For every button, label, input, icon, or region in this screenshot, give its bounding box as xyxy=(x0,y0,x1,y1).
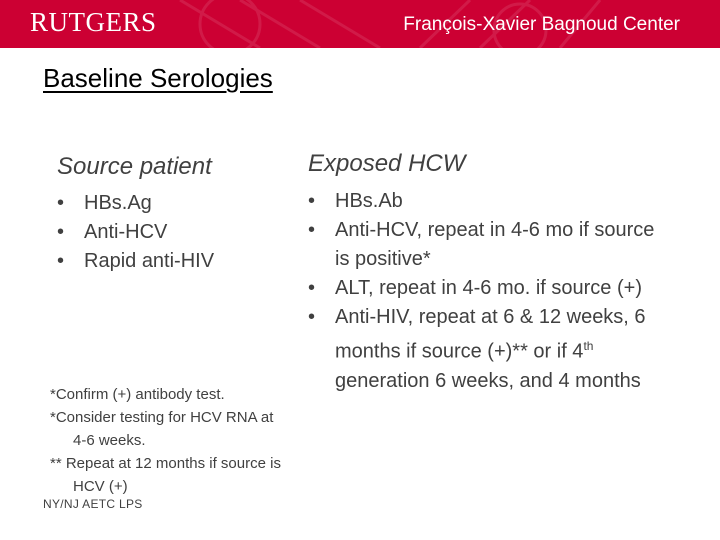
header-bar xyxy=(0,0,720,48)
footnote: ** Repeat at 12 months if source is HCV (+) xyxy=(50,455,281,495)
list-item xyxy=(308,303,658,396)
rutgers-logo: RUTGERS xyxy=(30,7,157,37)
center-name: François-Xavier Bagnoud Center xyxy=(403,14,680,35)
source-patient-heading: Source patient xyxy=(57,153,212,180)
list-item: • HBs.Ab xyxy=(308,187,658,216)
list-item: • ALT, repeat in 4-6 mo. if source (+) xyxy=(308,274,658,303)
list-item-text: Anti-HIV, repeat at 6 & 12 weeks, 6 months if source (+)** or if 4 xyxy=(335,306,646,363)
list-item: • Rapid anti-HIV xyxy=(57,247,287,276)
slide-title: Baseline Serologies xyxy=(43,63,273,93)
superscript: th xyxy=(583,339,594,353)
footnotes xyxy=(50,383,290,498)
footer-text: NY/NJ AETC LPS xyxy=(43,497,143,511)
footnote: *Consider testing for HCV RNA at 4-6 weeks. xyxy=(50,409,274,449)
exposed-hcw-heading: Exposed HCW xyxy=(308,150,466,177)
exposed-hcw-list xyxy=(308,187,658,396)
list-item-text: generation 6 weeks, and 4 months xyxy=(335,369,641,392)
list-item: • Anti-HCV, repeat in 4-6 mo if source is positive* xyxy=(308,216,658,274)
list-item: • HBs.Ag xyxy=(57,189,287,218)
list-item: • Anti-HCV xyxy=(57,218,287,247)
source-patient-list xyxy=(57,189,287,276)
footnote: *Confirm (+) antibody test. xyxy=(50,386,225,403)
